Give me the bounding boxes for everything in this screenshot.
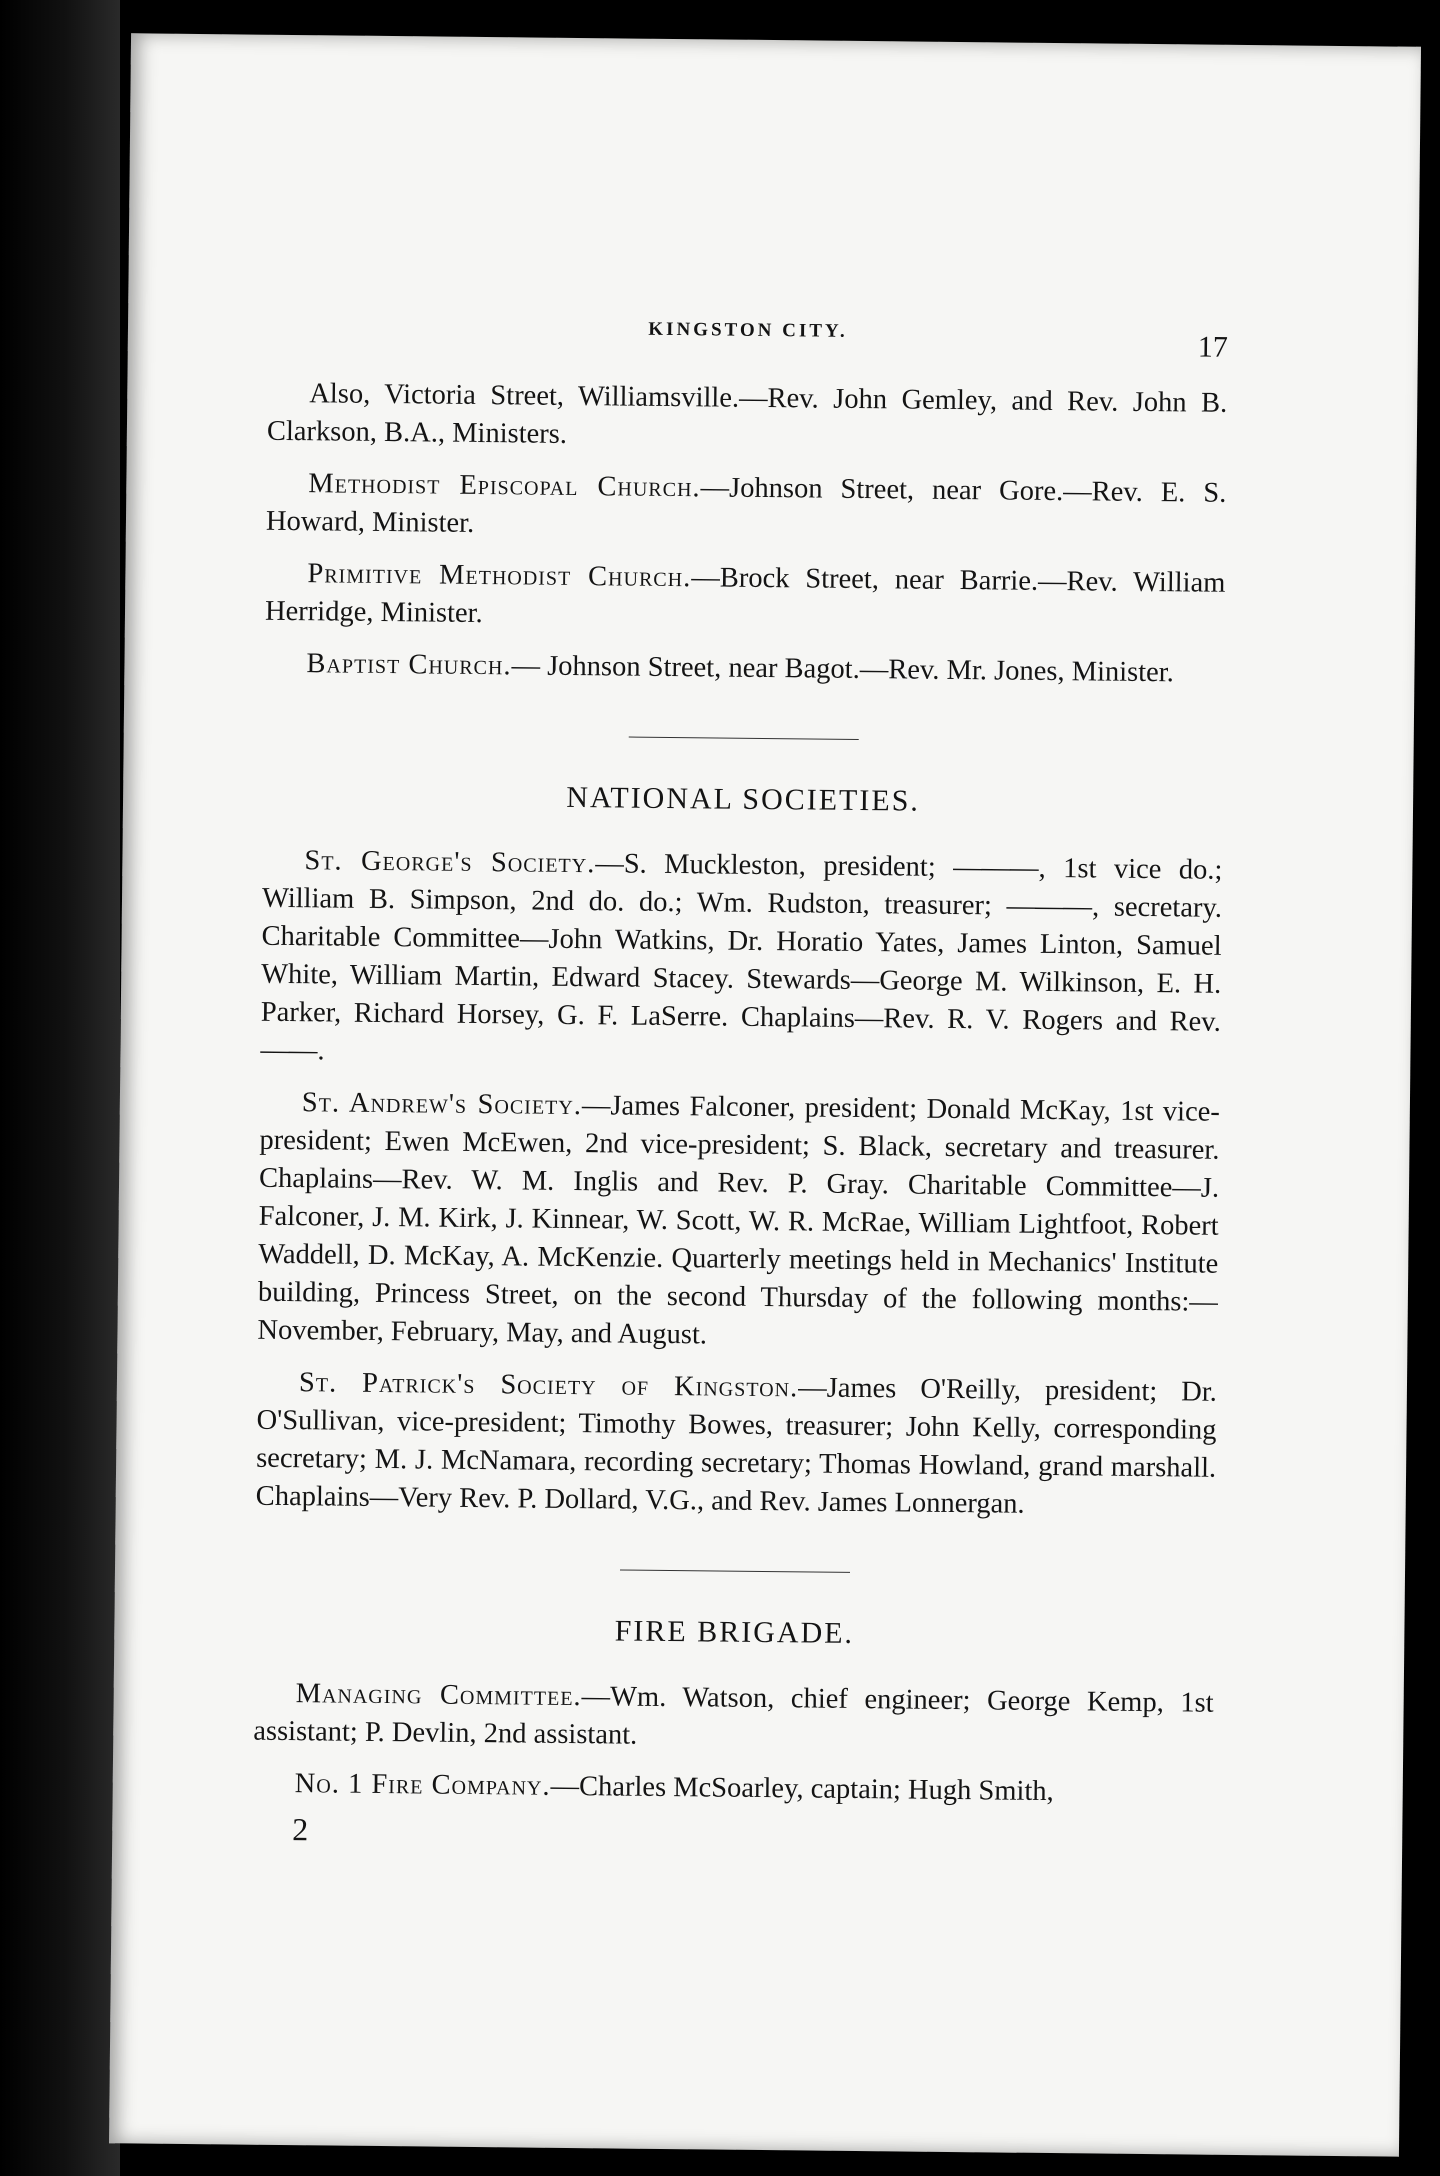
national-societies-section (256, 842, 1223, 1526)
running-head (268, 315, 1229, 385)
brigade-entry (253, 1765, 1213, 1813)
entry-text: —Wm. Watson, chief engineer; George Kemp, 1st assistant; P. Devlin, 2nd assistant. (253, 1681, 1214, 1751)
church-entry (265, 555, 1226, 641)
section-divider (620, 1570, 850, 1573)
entry-text: —Charles McSoarley, captain; Hugh Smith, (550, 1770, 1054, 1808)
section-divider (629, 737, 859, 740)
brigade-entry (253, 1675, 1214, 1761)
scan-left-margin (0, 0, 120, 2176)
entry-text: Also, Victoria Street, Williamsville.—Rev. John Gemley, and Rev. John B. Clarkson, B.A., Ministers. (266, 378, 1228, 450)
society-entry (257, 1084, 1220, 1360)
entry-text: —Brock Street, near Barrie.—Rev. William Herridge, Minister. (264, 562, 1226, 630)
church-entry (266, 465, 1227, 551)
entry-lead: Baptist Church. (306, 648, 512, 682)
running-title: KINGSTON CITY. (648, 318, 848, 342)
society-entry (256, 1364, 1218, 1526)
book-page (109, 33, 1421, 2156)
entry-lead: St. Patrick's Society of Kingston. (298, 1367, 799, 1404)
entry-lead: No. 1 Fire Company. (294, 1768, 551, 1802)
church-entry (267, 375, 1228, 461)
entry-lead: Methodist Episcopal Church. (308, 468, 701, 504)
entry-lead: St. Andrew's Society. (301, 1087, 583, 1122)
entry-lead: St. George's Society. (304, 845, 596, 880)
entry-text: —S. Muckleston, president; ———, 1st vice do.; William B. Simpson, 2nd do. do.; Wm. Rudston, treasurer; ———, secretary. Charitable Committee—John Watkins, Dr. Horatio Yates, James Linton, Samuel White, William Martin, Edward Stacey. Stewards—George M. Wilkinson, E. H. Parker, Richard Horsey, G. F. LaSerre. Chaplains—Rev. R. V. Rogers and Rev. ——. (260, 848, 1223, 1067)
church-entry (264, 645, 1224, 693)
signature-mark: 2 (292, 1811, 309, 1848)
page-content (252, 315, 1228, 1858)
entry-lead: Managing Committee. (295, 1678, 582, 1713)
entry-text: —James Falconer, president; Donald McKay, 1st vice-president; Ewen McEwen, 2nd vice-president; S. Black, secretary and treasurer. Chaplains—Rev. W. M. Inglis and Rev. P. Gray. Charitable Committee—J. Falconer, J. M. Kirk, J. Kinnear, W. Scott, W. R. McRae, William Lightfoot, Robert Waddell, D. McKay, A. McKenzie. Quarterly meetings held in Mechanics' Institute building, Princess Street, on the second Thursday of the following months:—November, February, May, and August. (257, 1090, 1221, 1351)
society-entry (260, 842, 1222, 1080)
national-societies-heading: NATIONAL SOCIETIES. (566, 780, 921, 818)
entry-text: —James O'Reilly, president; Dr. O'Sullivan, vice-president; Timothy Bowes, treasurer; John Kelly, corresponding secretary; M. J. McNamara, recording secretary; Thomas Howland, grand marshall. Chaplains—Very Rev. P. Dollard, V.G., and Rev. James Lonnergan. (255, 1372, 1218, 1520)
churches-section (264, 375, 1227, 693)
entry-text: — Johnson Street, near Bagot.—Rev. Mr. Jones, Minister. (511, 650, 1174, 689)
fire-brigade-heading: FIRE BRIGADE. (614, 1614, 855, 1650)
entry-lead: Primitive Methodist Church. (307, 558, 692, 594)
fire-brigade-section (253, 1675, 1214, 1813)
entry-text: —Johnson Street, near Gore.—Rev. E. S. Howard, Minister. (265, 472, 1227, 539)
page-number: 17 (1197, 330, 1229, 364)
